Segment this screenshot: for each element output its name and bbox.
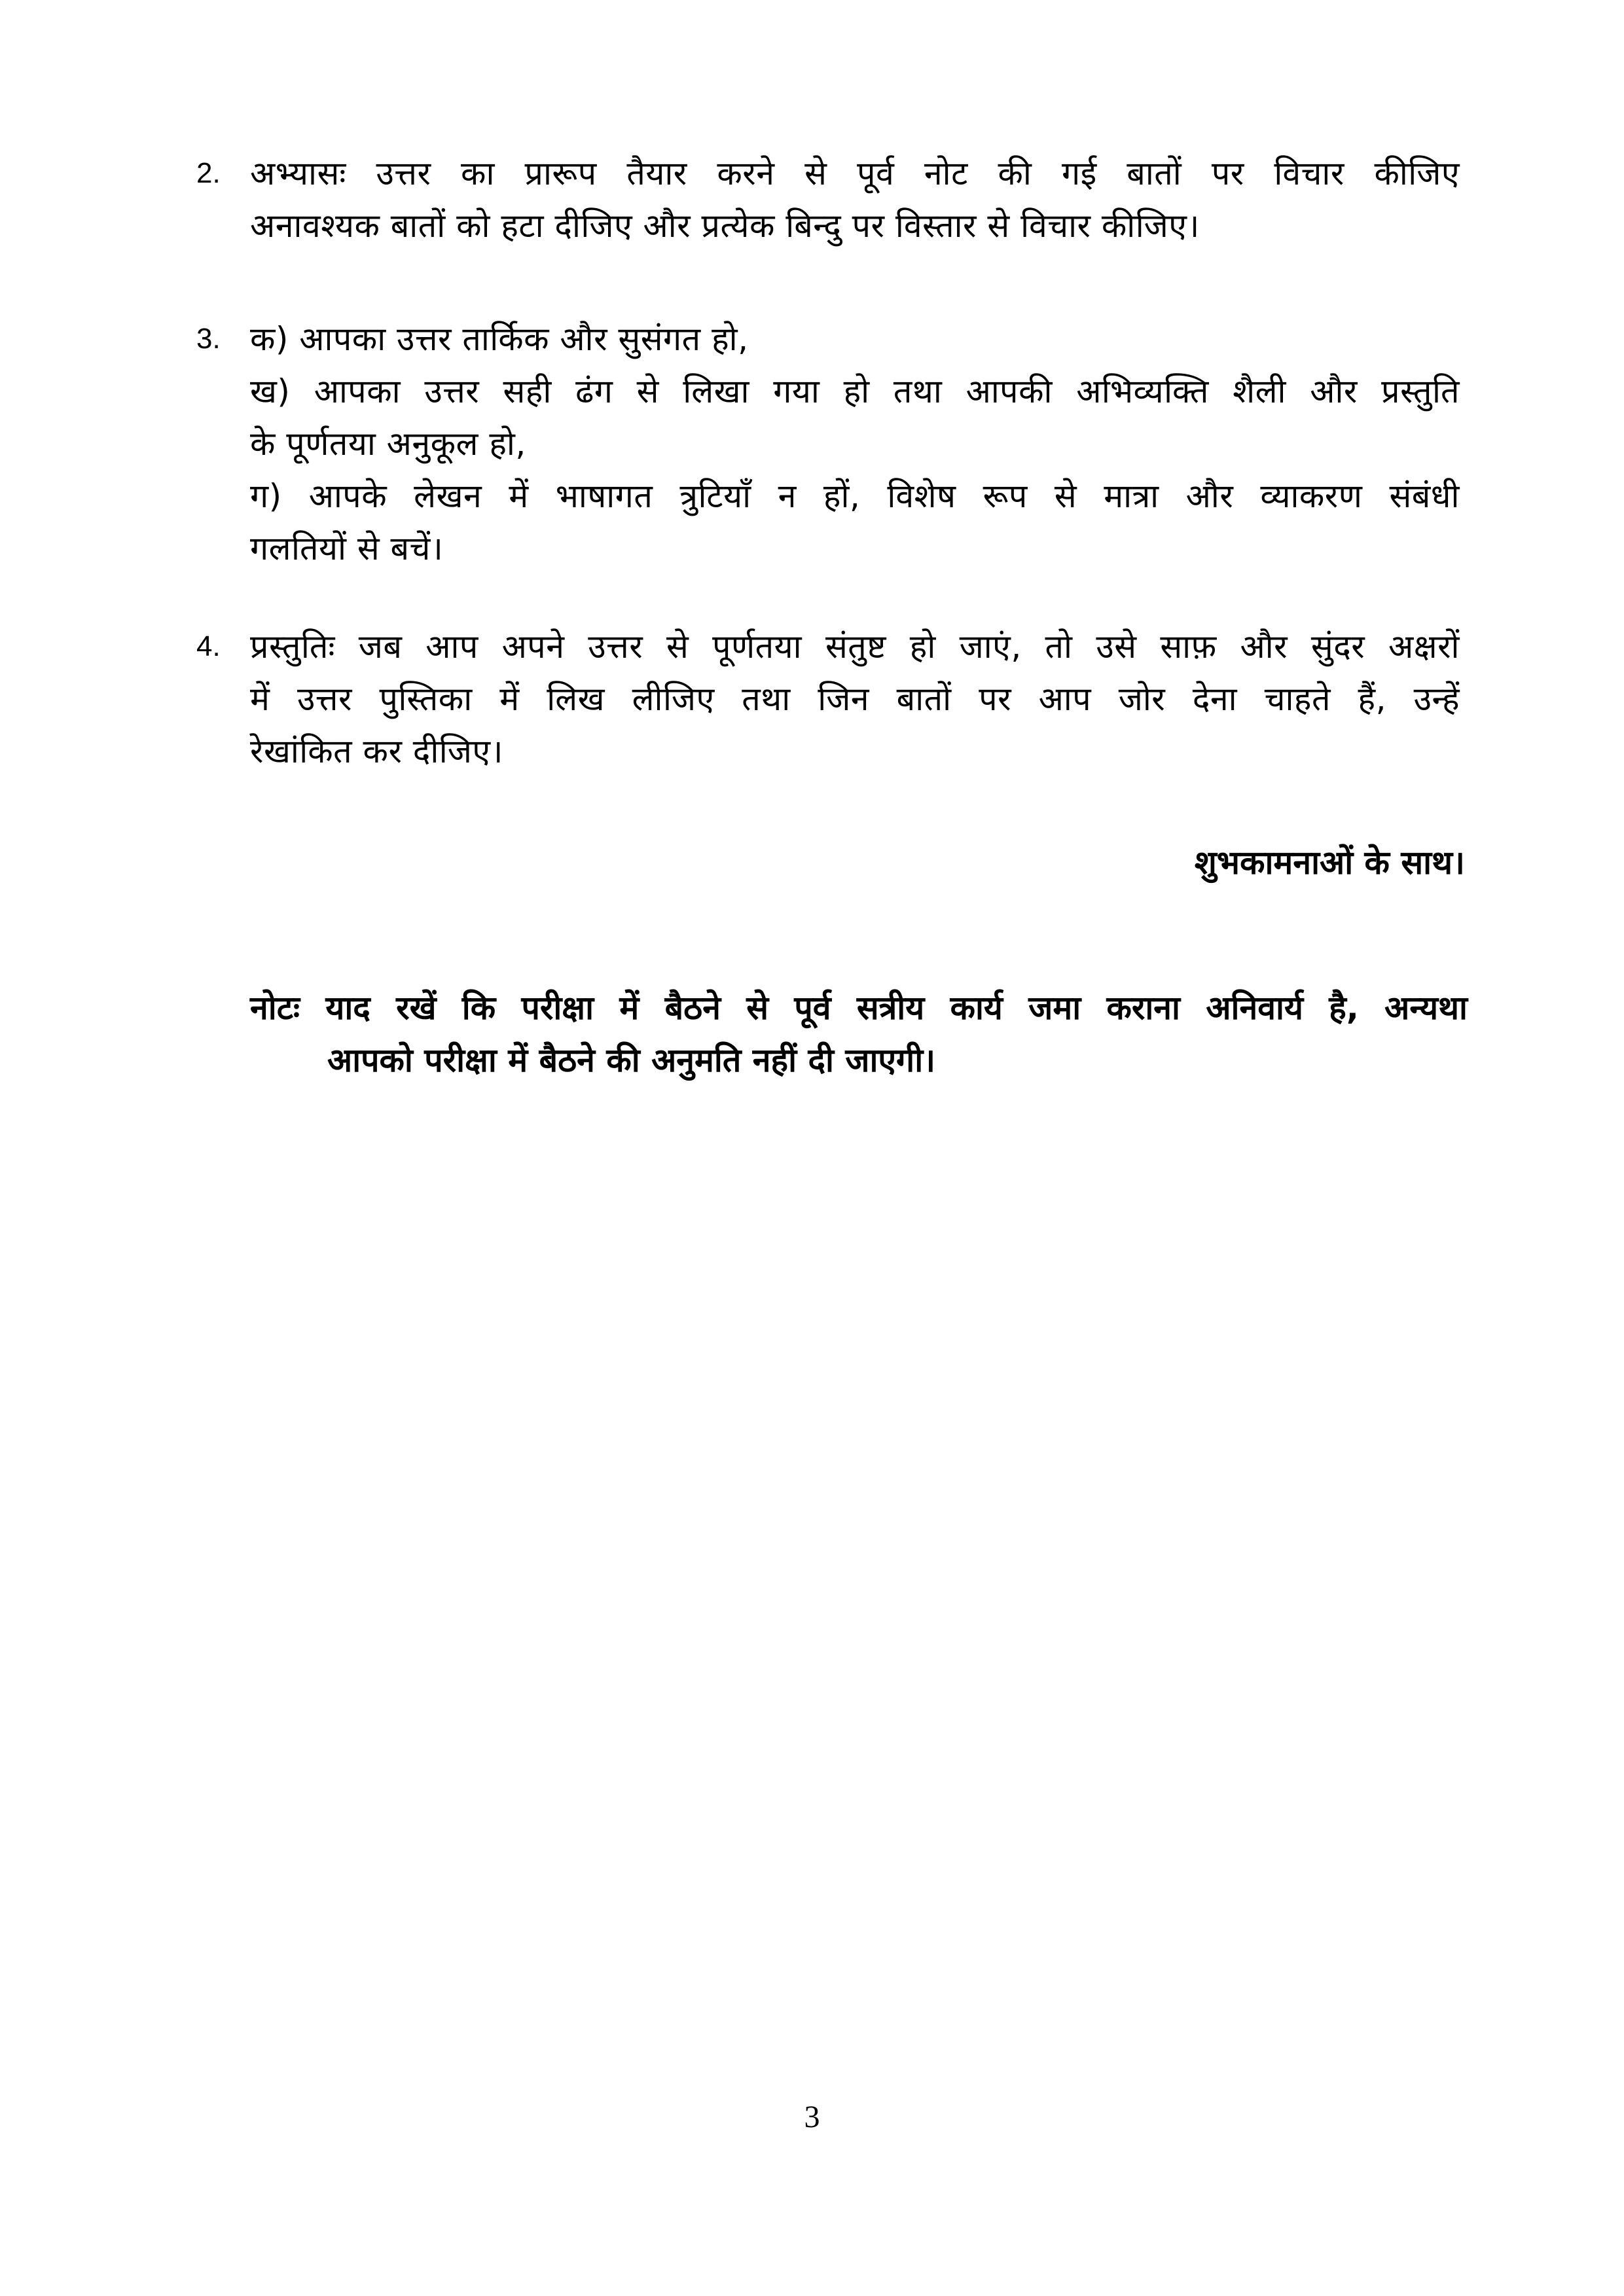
list-item-4	[196, 620, 1460, 778]
list-item-2	[196, 147, 1460, 252]
item-number: 3.	[196, 323, 221, 355]
item-body	[250, 313, 1460, 575]
item-line: में उत्तर पुस्तिका में लिख लीजिए तथा जिन बातों पर आप जोर देना चाहते हैं, उन्हें	[250, 680, 1460, 718]
item-line: गलतियों से बचें।	[250, 529, 444, 567]
item-line: ग) आपके लेखन में भाषागत त्रुटियाँ न हों, विशेष रूप से मात्रा और व्याकरण संबंधी	[250, 477, 1460, 515]
item-body	[250, 620, 1460, 778]
item-line: के पूर्णतया अनुकूल हो,	[250, 425, 526, 463]
item-line: क) आपका उत्तर तार्किक और सुसंगत हो,	[250, 320, 749, 358]
item-line: प्रस्तुतिः जब आप अपने उत्तर से पूर्णतया संतुष्ट हो जाएं, तो उसे साफ़ और सुंदर अक्षरों	[250, 628, 1460, 666]
item-body	[250, 147, 1460, 252]
note-block	[250, 982, 1468, 1086]
item-line: अनावश्यक बातों को हटा दीजिए और प्रत्येक बिन्दु पर विस्तार से विचार कीजिए।	[250, 207, 1200, 245]
note-line: नोटः याद रखें कि परीक्षा में बैठने से पूर्व सत्रीय कार्य जमा कराना अनिवार्य है, अन्यथा	[250, 989, 1468, 1027]
item-line: रेखांकित कर दीजिए।	[250, 732, 503, 770]
list-item-3	[196, 313, 1460, 575]
item-number: 2.	[196, 157, 221, 189]
closing-greeting: शुभकामनाओं के साथ।	[1194, 844, 1465, 882]
page-number: 3	[804, 2100, 820, 2134]
item-number: 4.	[196, 630, 221, 662]
note-line: आपको परीक्षा में बैठने की अनुमति नहीं दी जाएगी।	[327, 1041, 936, 1079]
item-line: अभ्यासः उत्तर का प्रारूप तैयार करने से पूर्व नोट की गई बातों पर विचार कीजिए	[250, 154, 1460, 192]
item-line: ख) आपका उत्तर सही ढंग से लिखा गया हो तथा आपकी अभिव्यक्ति शैली और प्रस्तुति	[250, 372, 1460, 410]
